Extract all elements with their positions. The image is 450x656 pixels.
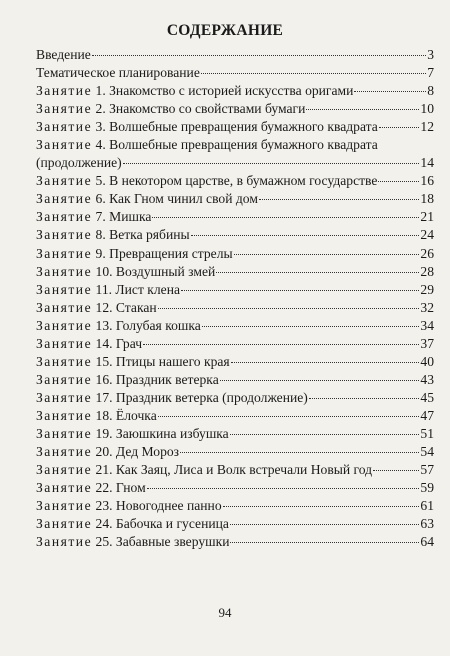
toc-entry-title (36, 479, 146, 497)
toc-entry (36, 515, 434, 533)
entry-text: 20. Дед Мороз (95, 444, 180, 460)
lesson-word: Занятие (36, 516, 93, 532)
toc-entry (36, 82, 434, 100)
toc-page-number: 57 (420, 462, 434, 478)
lesson-word: Занятие (36, 335, 93, 351)
toc-entry-title (36, 118, 378, 136)
toc-page-number: 45 (420, 389, 434, 405)
toc-entry-title (36, 335, 142, 353)
toc-entry (36, 479, 434, 497)
lesson-word: Занятие (36, 299, 93, 315)
toc-entry-title (36, 443, 179, 461)
entry-text: 25. Забавные зверушки (95, 534, 230, 550)
entry-text: 19. Заюшкина избушка (95, 425, 229, 441)
entry-text: 22. Гном (95, 480, 146, 496)
dot-leader (202, 326, 420, 327)
toc-entry (36, 154, 434, 172)
toc-entry (36, 371, 434, 389)
toc-page-number: 18 (420, 191, 434, 207)
toc-page-number: 40 (420, 353, 434, 369)
toc-entry-title (36, 190, 258, 208)
toc-entry-title (36, 515, 229, 533)
entry-text: 7. Мишка (95, 209, 152, 225)
toc-entry (36, 208, 434, 226)
lesson-word: Занятие (36, 425, 93, 441)
toc-entry (36, 64, 434, 82)
toc-entry-title (36, 389, 308, 407)
toc-entry (36, 263, 434, 281)
toc-page-number: 34 (420, 317, 434, 333)
dot-leader (306, 109, 419, 110)
dot-leader (191, 235, 420, 236)
lesson-word: Занятие (36, 137, 93, 153)
dot-leader (379, 127, 420, 128)
entry-text: 2. Знакомство со свойствами бумаги (95, 101, 306, 117)
page-title: СОДЕРЖАНИЕ (166, 22, 284, 39)
entry-text: 9. Превращения стрелы (95, 245, 233, 261)
toc-page-number: 8 (427, 83, 434, 99)
lesson-word: Занятие (36, 101, 93, 117)
entry-text: 12. Стакан (95, 299, 157, 315)
toc-page-number: 10 (420, 101, 434, 117)
entry-text: 11. Лист клена (95, 281, 181, 297)
toc-entry-title (36, 371, 219, 389)
entry-text: 5. В некотором царстве, в бумажном государстве (95, 173, 378, 189)
toc-entry (36, 389, 434, 407)
entry-text: 15. Птицы нашего края (95, 353, 230, 369)
lesson-word: Занятие (36, 480, 93, 496)
dot-leader (259, 199, 419, 200)
toc-entry-title (36, 64, 200, 82)
dot-leader (181, 290, 419, 291)
lesson-word: Занятие (36, 353, 93, 369)
lesson-word: Занятие (36, 83, 93, 99)
lesson-word: Занятие (36, 227, 93, 243)
toc-entry (36, 533, 434, 551)
toc-entry-title (36, 461, 372, 479)
toc-entry (36, 190, 434, 208)
toc-page-number: 61 (420, 498, 434, 514)
lesson-word: Занятие (36, 263, 93, 279)
toc-entry (36, 172, 434, 190)
entry-text: 24. Бабочка и гусеница (95, 516, 229, 532)
toc-entry (36, 335, 434, 353)
toc-entry (36, 281, 434, 299)
toc-entry-title (36, 100, 305, 118)
lesson-word: Занятие (36, 245, 93, 261)
dot-leader (373, 470, 419, 471)
dot-leader (216, 272, 419, 273)
toc-page-number: 51 (420, 425, 434, 441)
lesson-word: Занятие (36, 371, 93, 387)
toc-page-number: 64 (420, 534, 434, 550)
toc-entry-title (36, 245, 233, 263)
toc-entry (36, 46, 434, 64)
toc-entry (36, 443, 434, 461)
dot-leader (230, 524, 419, 525)
entry-text: 3. Волшебные превращения бумажного квадрата (95, 119, 378, 135)
toc-entry (36, 425, 434, 443)
toc-page-number: 21 (420, 209, 434, 225)
toc-entry (36, 461, 434, 479)
toc-entry-title (36, 281, 180, 299)
entry-text: 18. Ёлочка (95, 407, 157, 423)
toc-entry (36, 226, 434, 244)
entry-text: 10. Воздушный змей (95, 263, 216, 279)
dot-leader (158, 416, 420, 417)
dot-leader (143, 344, 419, 345)
dot-leader (220, 380, 420, 381)
toc-page-number: 12 (420, 119, 434, 135)
lesson-word: Занятие (36, 444, 93, 460)
page-number: 94 (218, 605, 232, 620)
lesson-word: Занятие (36, 407, 93, 423)
toc-entry-title (36, 46, 91, 64)
toc-page-number: 43 (420, 371, 434, 387)
toc-entry-title (36, 497, 222, 515)
entry-text: 1. Знакомство с историей искусства оригами (95, 83, 354, 99)
toc-page-number: 7 (427, 65, 434, 81)
entry-text: 16. Праздник ветерка (95, 371, 219, 387)
lesson-word: Занятие (36, 191, 93, 207)
entry-text: 14. Грач (95, 335, 143, 351)
entry-text: Тематическое планирование (36, 65, 200, 81)
entry-text: 4. Волшебные превращения бумажного квадрата (95, 137, 378, 153)
dot-leader (201, 73, 426, 74)
toc-page-number: 59 (420, 480, 434, 496)
dot-leader (354, 91, 426, 92)
toc-entry-title (36, 172, 377, 190)
toc-entry (36, 118, 434, 136)
entry-text: 8. Ветка рябины (95, 227, 190, 243)
entry-text: 17. Праздник ветерка (продолжение) (95, 389, 308, 405)
toc-page-number: 26 (420, 245, 434, 261)
toc-entry-title (36, 136, 378, 154)
lesson-word: Занятие (36, 317, 93, 333)
toc-page-number: 14 (420, 155, 434, 171)
lesson-word: Занятие (36, 389, 93, 405)
toc-page-number: 47 (420, 407, 434, 423)
toc-page-number: 37 (420, 335, 434, 351)
dot-leader (230, 434, 420, 435)
dot-leader (180, 452, 419, 453)
toc-entry (36, 299, 434, 317)
toc-entry (36, 497, 434, 515)
toc-entry-title (36, 208, 151, 226)
toc-entry-title (36, 533, 229, 551)
toc-entry (36, 100, 434, 118)
entry-text: (продолжение) (36, 155, 122, 171)
toc-entry (36, 245, 434, 263)
toc-entry (36, 407, 434, 425)
dot-leader (158, 308, 420, 309)
entry-text: 21. Как Заяц, Лиса и Волк встречали Новый год (95, 462, 373, 478)
toc-page-number: 24 (420, 227, 434, 243)
dot-leader (230, 542, 419, 543)
entry-text: Введение (36, 47, 91, 62)
toc-entry-title (36, 226, 190, 244)
lesson-word: Занятие (36, 462, 93, 478)
lesson-word: Занятие (36, 498, 93, 514)
dot-leader (234, 254, 420, 255)
lesson-word: Занятие (36, 173, 93, 189)
toc-entry-title (36, 263, 215, 281)
toc-entry (36, 353, 434, 371)
toc-page-number: 54 (420, 444, 434, 460)
toc-entry-title (36, 154, 122, 172)
table-of-contents (36, 46, 434, 551)
entry-text: 23. Новогоднее панно (95, 498, 222, 514)
toc-entry-title (36, 425, 229, 443)
toc-page-number: 16 (420, 173, 434, 189)
toc-page-number: 28 (420, 263, 434, 279)
dot-leader (309, 398, 420, 399)
toc-entry-title (36, 353, 230, 371)
entry-text: 13. Голубая кошка (95, 317, 201, 333)
dot-leader (123, 163, 420, 164)
dot-leader (231, 362, 420, 363)
toc-page-number: 3 (427, 47, 434, 62)
dot-leader (92, 55, 426, 56)
dot-leader (152, 217, 419, 218)
toc-entry-title (36, 82, 353, 100)
lesson-word: Занятие (36, 209, 93, 225)
toc-entry-title (36, 317, 201, 335)
lesson-word: Занятие (36, 534, 93, 550)
dot-leader (378, 181, 419, 182)
toc-entry-title (36, 299, 157, 317)
toc-page-number: 63 (420, 516, 434, 532)
lesson-word: Занятие (36, 119, 93, 135)
toc-page-number: 29 (420, 281, 434, 297)
toc-entry-title (36, 407, 157, 425)
dot-leader (147, 488, 420, 489)
entry-text: 6. Как Гном чинил свой дом (95, 191, 258, 207)
toc-entry (36, 317, 434, 335)
lesson-word: Занятие (36, 281, 93, 297)
toc-page-number: 32 (420, 299, 434, 315)
toc-entry (36, 136, 434, 154)
dot-leader (223, 506, 420, 507)
